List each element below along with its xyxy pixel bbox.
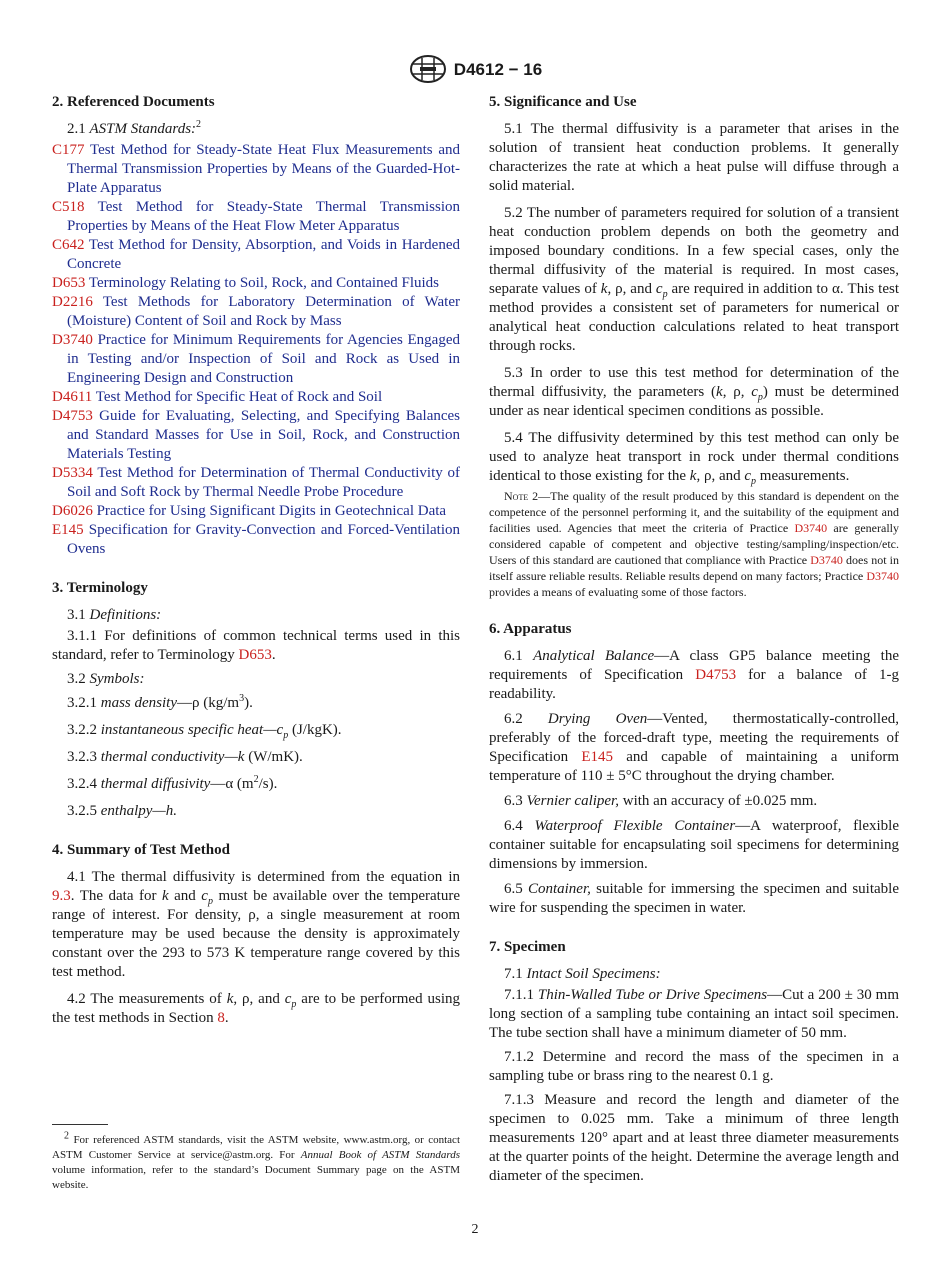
section-7-heading: 7. Specimen	[489, 939, 566, 955]
section-3-heading: 3. Terminology	[52, 580, 148, 596]
link-d4753[interactable]: D4753	[695, 667, 737, 683]
section-3-1-1: 3.1.1 For definitions of common technical terms used in this standard, refer to Terminology D653.	[52, 628, 460, 663]
section-5-4: 5.4 The diffusivity determined by this test method can only be used to analyze heat transport in rock under thermal conditions identical to those existing for the k, ρ, and $c_p$ measurements.	[489, 430, 899, 487]
reference-item[interactable]: D4753 Guide for Evaluating, Selecting, and Specifying Balances and Standard Masses for Use in Soil, Rock, and Construction Materials Testing	[52, 408, 460, 462]
section-2-heading: 2. Referenced Documents	[52, 94, 215, 110]
section-5-3: 5.3 In order to use this test method for determination of the thermal diffusivity, the parameters (k, ρ, $c_p$) must be determined under as near identical specimen conditions as possible.	[489, 365, 899, 419]
section-3-1: 3.1 Definitions:	[67, 607, 162, 623]
section-4-heading: 4. Summary of Test Method	[52, 842, 230, 858]
link-9-3[interactable]: 9.3	[52, 888, 71, 904]
section-6-5: 6.5 Container, suitable for immersing the specimen and suitable wire for suspending the specimen in water.	[489, 881, 899, 916]
page-number: 2	[471, 1222, 479, 1237]
astm-logo-icon	[408, 54, 448, 84]
reference-item[interactable]: C642 Test Method for Density, Absorption, and Voids in Hardened Concrete	[52, 237, 460, 272]
reference-item[interactable]: D653 Terminology Relating to Soil, Rock, and Contained Fluids	[52, 275, 440, 291]
reference-item[interactable]: D2216 Test Methods for Laboratory Determination of Water (Moisture) Content of Soil and Rock by Mass	[52, 294, 460, 329]
right-column	[489, 92, 899, 1186]
section-7-1-2: 7.1.2 Determine and record the mass of the specimen in a sampling tube or brass ring to the nearest 0.1 g.	[489, 1049, 899, 1084]
link-d3740[interactable]: D3740	[810, 553, 843, 567]
reference-item[interactable]: C518 Test Method for Steady-State Thermal Transmission Properties by Means of the Heat Flow Meter Apparatus	[52, 199, 460, 234]
symbol-mass-density: 3.2.1 mass density—ρ $(kg/m^3)$.	[67, 693, 253, 711]
link-d3740[interactable]: D3740	[866, 569, 899, 583]
section-3-2: 3.2 Symbols:	[67, 671, 145, 687]
section-5-1: 5.1 The thermal diffusivity is a parameter that arises in the solution of transient heat conduction problems. It generally characterizes the rate at which a heat pulse will diffuse through a solid material.	[489, 121, 899, 194]
page-header	[0, 52, 950, 86]
reference-item[interactable]: E145 Specification for Gravity-Convection and Forced-Ventilation Ovens	[52, 522, 460, 557]
section-7-1-3: 7.1.3 Measure and record the length and diameter of the specimen to 0.025 mm. Take a minimum of three length measurements 120° apart and at least three diameter measurements at the quarter points of the height. Determine the average length and diameter of the specimen.	[489, 1092, 899, 1184]
reference-item[interactable]: D6026 Practice for Using Significant Digits in Geotechnical Data	[52, 503, 447, 519]
document-code: D4612 − 16	[453, 59, 543, 79]
link-e145[interactable]: E145	[581, 749, 614, 765]
section-5-2: 5.2 The number of parameters required for solution of a transient heat conduction problem depends on both the geometry and imposed boundary conditions. In a few special cases, only the thermal diffusivity of the material is required. In most cases, separate values of k, ρ, and $c_p$ are required in addition to α. This test method provides a consistent set of parameters for numerical or analytical heat conduction calculations related to heat transport through rocks.	[489, 205, 899, 354]
section-6-4: 6.4 Waterproof Flexible Container—A waterproof, flexible container suitable for encapsulating soil specimens for determining dimensions by immersion.	[489, 818, 899, 872]
section-4-2: 4.2 The measurements of k, ρ, and $c_p$ are to be performed using the test methods in Section 8.	[52, 991, 460, 1026]
section-6-2: 6.2 Drying Oven—Vented, thermostatically-controlled, preferably of the forced-draft type, meeting the requirements of Specification E145 and capable of maintaining a uniform temperature of 110 ± 5°C throughout the drying chamber.	[489, 711, 899, 784]
reference-item[interactable]: D5334 Test Method for Determination of Thermal Conductivity of Soil and Soft Rock by Thermal Needle Probe Procedure	[52, 465, 460, 500]
section-6-1: 6.1 Analytical Balance—A class GP5 balance meeting the requirements of Specification D4753 for a balance of 1-g readability.	[489, 648, 900, 702]
reference-item[interactable]: D3740 Practice for Minimum Requirements for Agencies Engaged in Testing and/or Inspection of Soil and Rock as Used in Engineering Design and Construction	[52, 332, 460, 386]
reference-item[interactable]: C177 Test Method for Steady-State Heat Flux Measurements and Thermal Transmission Properties by Means of the Guarded-Hot-Plate Apparatus	[52, 142, 460, 196]
section-7-1: 7.1 Intact Soil Specimens:	[504, 966, 661, 982]
section-4-1: 4.1 The thermal diffusivity is determined from the equation in 9.3. The data for k and $c_p$ must be available over the temperature range of interest. For density, ρ, a single measurement at room temperature may be used because the density is approximately constant over the 293 to 573 K temperature range covered by this test method.	[52, 869, 460, 980]
note-2: Note 2—The quality of the result produced by this standard is dependent on the competence of the personnel performing it, and the suitability of the equipment and facilities used. Agencies that meet the criteria of Practice D3740 are generally considered capable of competent and objective testing/sampling/inspection/etc. Users of this standard are cautioned that compliance with Practice D3740 does not in itself assure reliable results. Reliable results depend on many factors; Practice D3740 provides a means of evaluating some of those factors.	[489, 489, 899, 599]
link-d3740[interactable]: D3740	[794, 521, 828, 535]
section-5-heading: 5. Significance and Use	[489, 94, 637, 110]
section-6-3: 6.3 Vernier caliper, with an accuracy of ±0.025 mm.	[504, 793, 818, 809]
link-d653[interactable]: D653	[238, 647, 272, 663]
symbol-thermal-diffusivity: 3.2.4 thermal diffusivity—α $(m^2/s)$.	[67, 774, 278, 792]
footnote-2: $^2$ For referenced ASTM standards, visit the ASTM website, www.astm.org, or contact ASTM Customer Service at service@astm.org. For Annual Book of ASTM Standards volume information, refer to the standard’s Document Summary page on the ASTM website.	[52, 1130, 460, 1191]
reference-item[interactable]: D4611 Test Method for Specific Heat of Rock and Soil	[52, 389, 383, 405]
reference-list	[52, 141, 460, 559]
section-2-1: 2.1 ASTM Standards:$^2$	[67, 119, 202, 137]
symbol-specific-heat: 3.2.2 instantaneous specific $heat—c_p$ (J/kgK).	[67, 722, 342, 741]
symbol-enthalpy: 3.2.5 enthalpy—h.	[67, 803, 177, 819]
left-column	[52, 92, 460, 1028]
symbol-thermal-conductivity: 3.2.3 thermal conductivity—k (W/mK).	[67, 749, 303, 765]
link-section-8[interactable]: 8	[217, 1010, 225, 1026]
footnote-divider	[52, 1124, 108, 1125]
section-7-1-1: 7.1.1 Thin-Walled Tube or Drive Specimens—Cut a 200 ± 30 mm long section of a sampling tube containing an intact soil specimen. The tube section shall have a minimum diameter of 50 mm.	[489, 987, 900, 1041]
section-6-heading: 6. Apparatus	[489, 621, 572, 637]
